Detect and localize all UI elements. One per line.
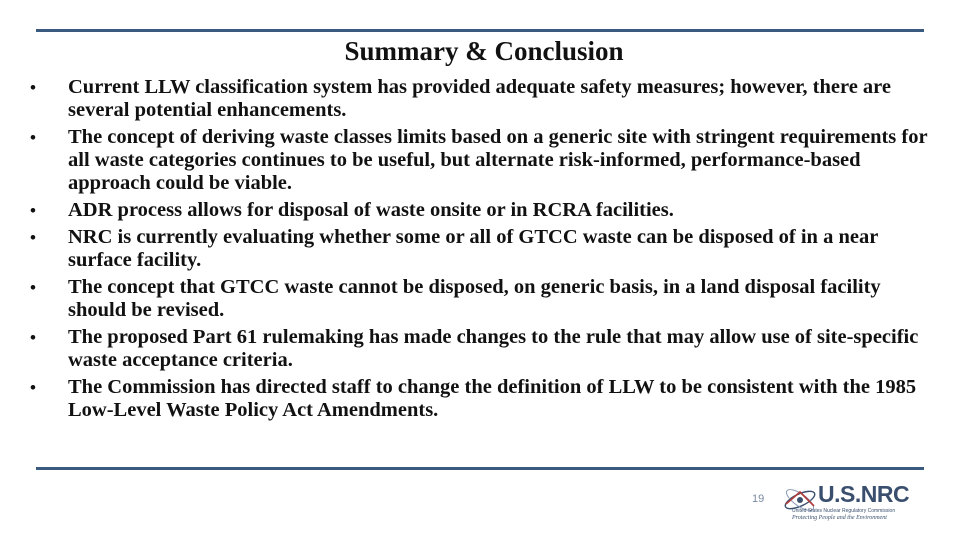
bullet-glyph: • xyxy=(30,278,36,297)
bullet-text: NRC is currently evaluating whether some or all of GTCC waste can be disposed of in a near surface facility. xyxy=(68,226,878,271)
nrc-logo xyxy=(782,480,930,526)
bullet-text: The concept of deriving waste classes limits based on a generic site with stringent requirements for all waste categories continues to be useful, but alternate risk-informed, performance-based approach could be viable. xyxy=(68,126,928,194)
bullet-glyph: • xyxy=(30,128,36,147)
bullet-text: The concept that GTCC waste cannot be disposed, on generic basis, in a land disposal facility should be revised. xyxy=(68,276,881,321)
top-divider xyxy=(36,29,924,32)
bullet-text: The proposed Part 61 rulemaking has made changes to the rule that may allow use of site-specific waste acceptance criteria. xyxy=(68,326,919,371)
logo-subtitle: United States Nuclear Regulatory Commission xyxy=(792,508,896,514)
bullet-glyph: • xyxy=(30,78,36,97)
bullet-item xyxy=(30,226,935,272)
bullet-glyph: • xyxy=(30,201,36,220)
bullet-glyph: • xyxy=(30,228,36,247)
bullet-item xyxy=(30,126,935,195)
bullet-glyph: • xyxy=(30,378,36,397)
bullet-item xyxy=(30,376,935,422)
slide-title: Summary & Conclusion xyxy=(344,36,624,66)
bullet-text: Current LLW classification system has provided adequate safety measures; however, there are several potential enhancements. xyxy=(68,76,892,121)
bullet-item xyxy=(30,326,935,372)
logo-name: U.S.NRC xyxy=(818,481,910,507)
logo-tagline: Protecting People and the Environment xyxy=(792,515,887,521)
bullet-item xyxy=(30,76,935,122)
bullet-list xyxy=(30,76,935,426)
bullet-text: ADR process allows for disposal of waste onsite or in RCRA facilities. xyxy=(68,199,674,221)
bullet-glyph: • xyxy=(30,328,36,347)
page-number: 19 xyxy=(752,493,765,505)
bullet-text: The Commission has directed staff to change the definition of LLW to be consistent with the 1985 Low-Level Waste Policy Act Amendments. xyxy=(68,376,917,421)
bullet-item xyxy=(30,199,935,222)
bottom-divider xyxy=(36,467,924,470)
bullet-item xyxy=(30,276,935,322)
